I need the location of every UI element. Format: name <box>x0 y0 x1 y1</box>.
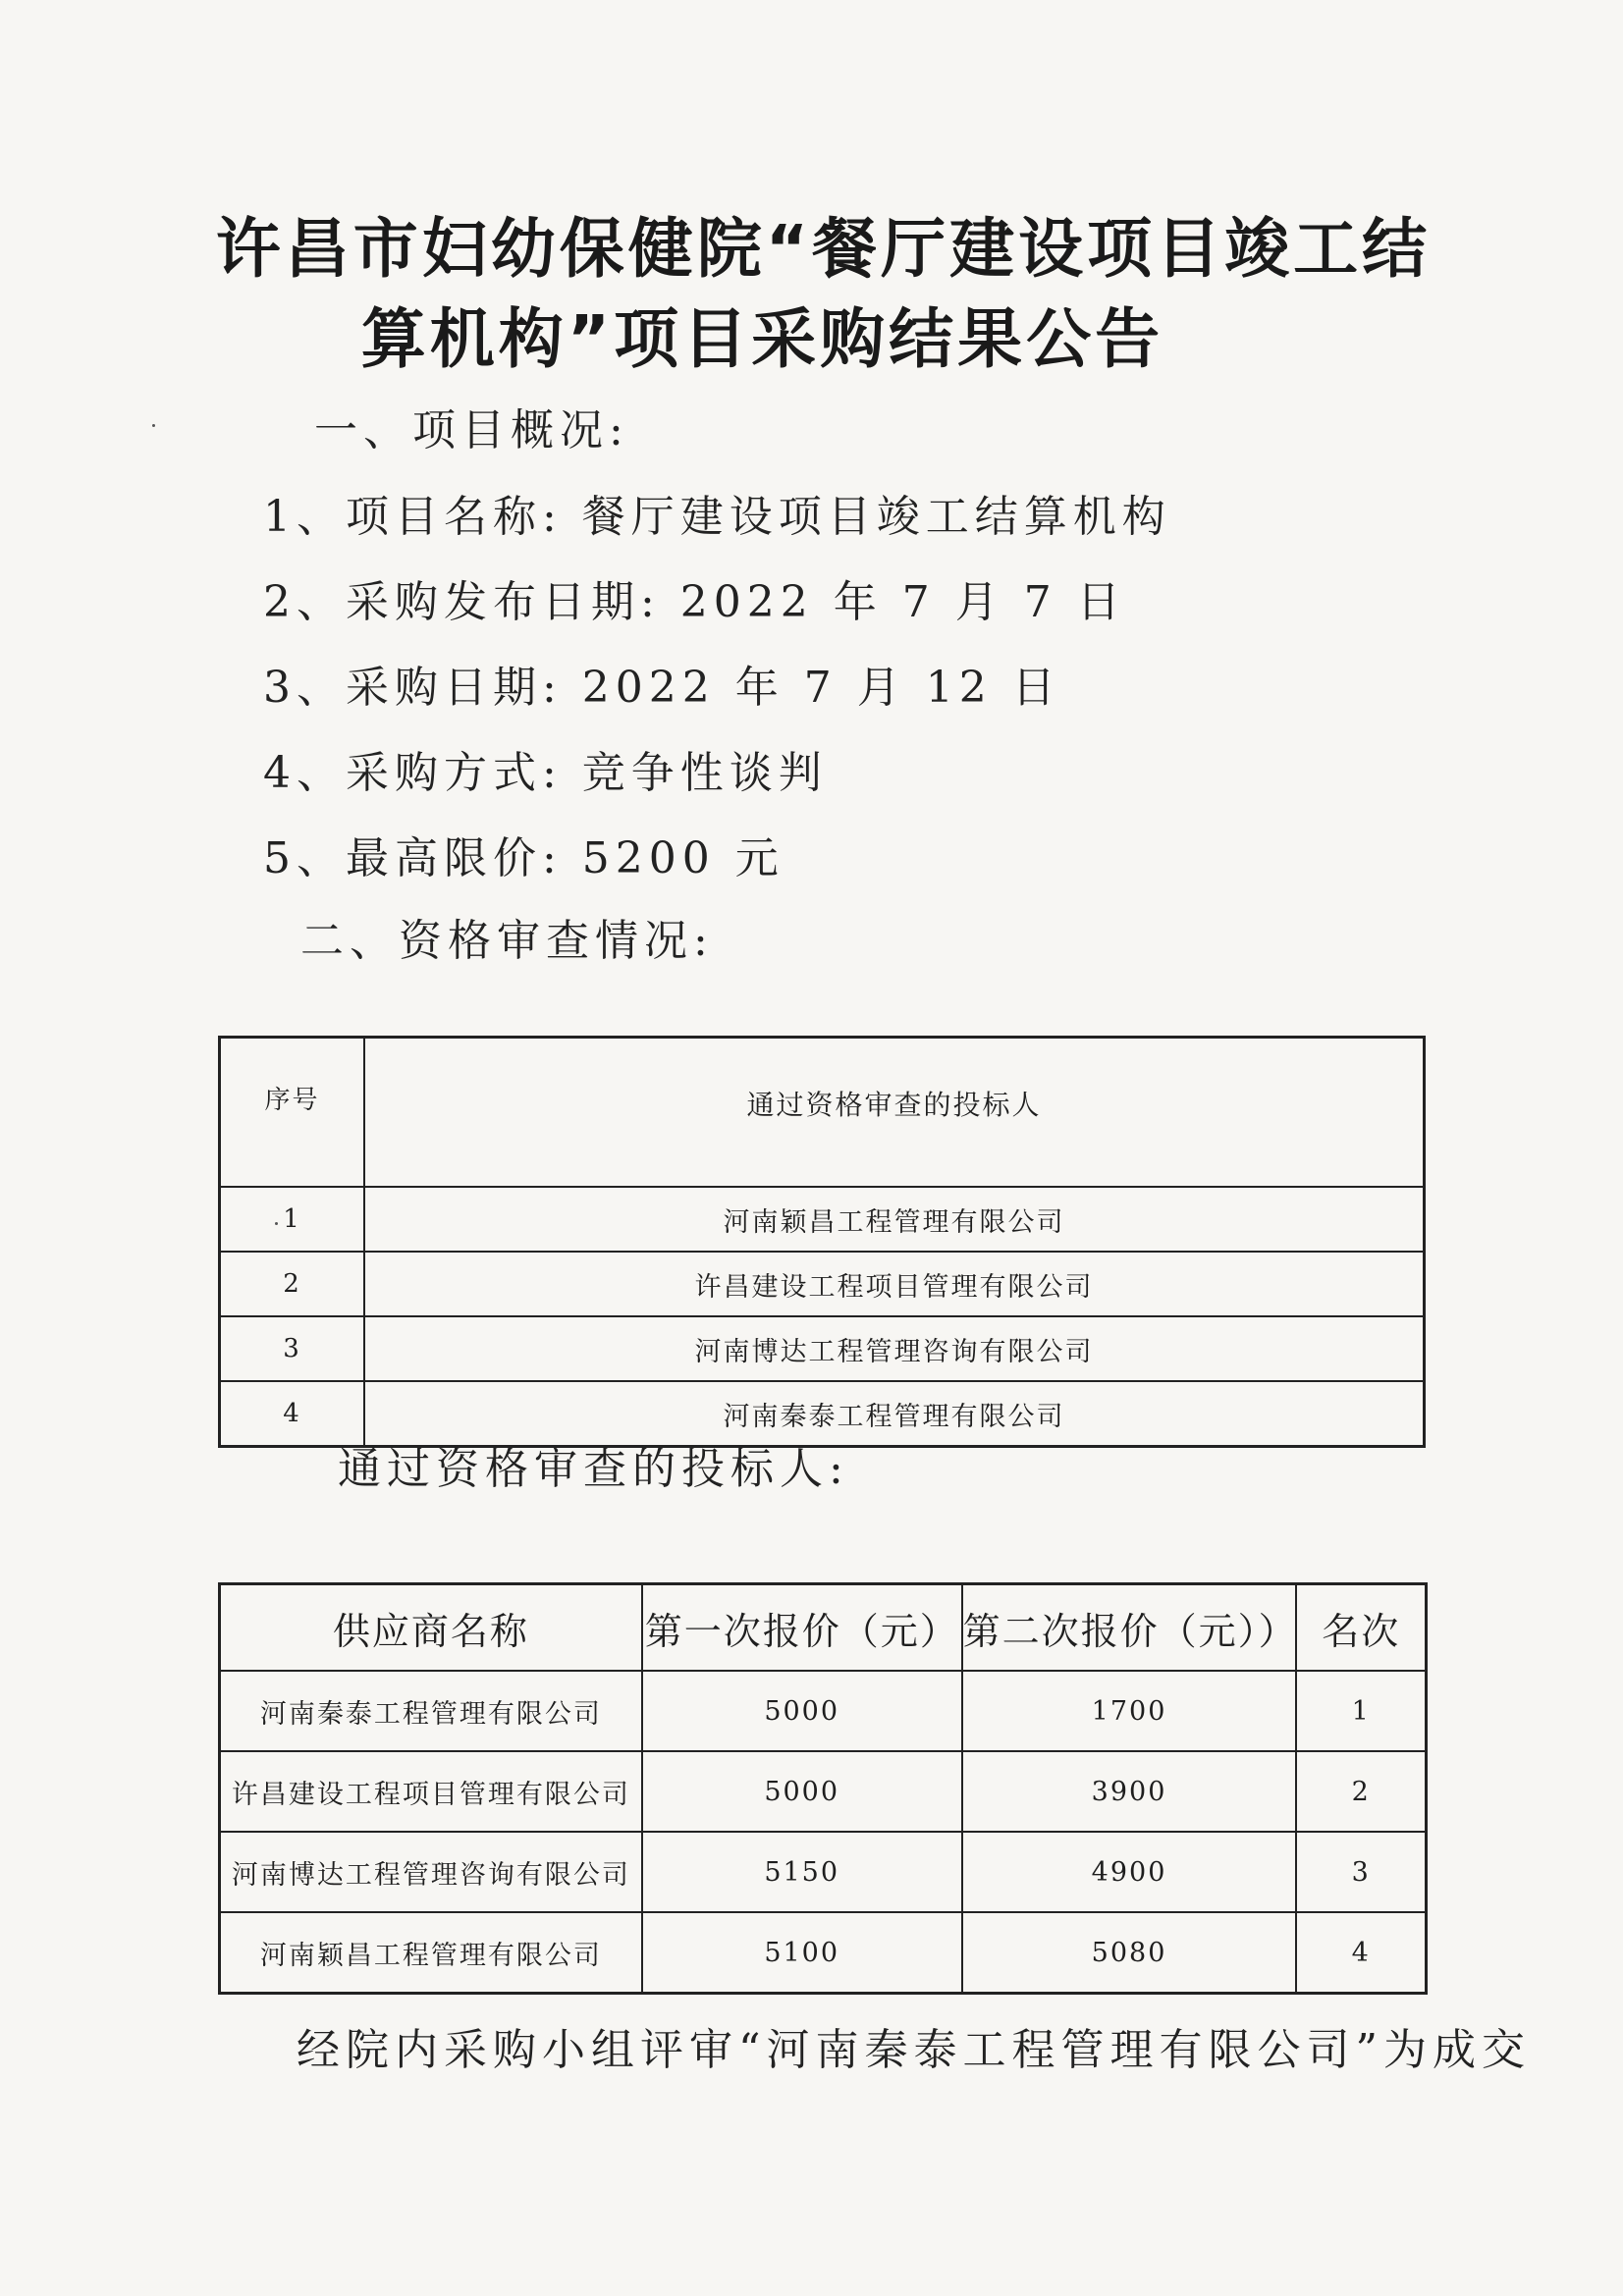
document-title-line-1: 许昌市妇幼保健院“餐厅建设项目竣工结 <box>215 211 1432 287</box>
quote-first-price: 5100 <box>642 1912 962 1994</box>
quote-rank: 3 <box>1296 1832 1426 1912</box>
qualification-index: 4 <box>220 1381 365 1447</box>
table-row <box>220 1912 1427 1994</box>
section-2-heading: 二、资格审查情况: <box>300 916 714 966</box>
quote-second-price: 3900 <box>962 1751 1297 1832</box>
table-row <box>220 1751 1427 1832</box>
scan-speck <box>275 1222 278 1225</box>
table-row <box>220 1671 1427 1751</box>
table-row <box>220 1252 1425 1316</box>
section-1-heading: 一、项目概况: <box>314 405 629 455</box>
procurement-date-line: 3、采购日期: 2022 年 7 月 12 日 <box>263 663 1061 713</box>
quote-table <box>218 1582 1428 1995</box>
qualification-header-index: 序号 <box>220 1038 365 1188</box>
quote-second-price: 4900 <box>962 1832 1297 1912</box>
quote-rank: 1 <box>1296 1671 1426 1751</box>
quote-header-rank: 名次 <box>1296 1584 1426 1672</box>
quote-first-price: 5000 <box>642 1671 962 1751</box>
table-row <box>220 1832 1427 1912</box>
publish-date-line: 2、采购发布日期: 2022 年 7 月 7 日 <box>263 577 1126 627</box>
qualification-bidder: 河南博达工程管理咨询有限公司 <box>364 1316 1425 1381</box>
qualification-header-row <box>220 1038 1425 1188</box>
quote-supplier: 许昌建设工程项目管理有限公司 <box>220 1751 642 1832</box>
quote-supplier: 河南博达工程管理咨询有限公司 <box>220 1832 642 1912</box>
qualification-index: 1 <box>220 1187 365 1252</box>
scan-speck <box>152 424 155 427</box>
passed-bidders-heading: 通过资格审查的投标人: <box>338 1444 849 1494</box>
quote-rank: 2 <box>1296 1751 1426 1832</box>
quote-supplier: 河南颖昌工程管理有限公司 <box>220 1912 642 1994</box>
quote-rank: 4 <box>1296 1912 1426 1994</box>
conclusion-text: 经院内采购小组评审“河南秦泰工程管理有限公司”为成交 <box>297 2025 1531 2075</box>
max-price-line: 5、最高限价: 5200 元 <box>263 833 784 883</box>
qualification-index: 3 <box>220 1316 365 1381</box>
quote-first-price: 5150 <box>642 1832 962 1912</box>
table-row <box>220 1316 1425 1381</box>
quote-header-second-price: 第二次报价（元）） <box>962 1584 1297 1672</box>
quote-first-price: 5000 <box>642 1751 962 1832</box>
quote-second-price: 1700 <box>962 1671 1297 1751</box>
qualification-table <box>218 1036 1426 1448</box>
quote-header-supplier: 供应商名称 <box>220 1584 642 1672</box>
qualification-bidder: 河南秦泰工程管理有限公司 <box>364 1381 1425 1447</box>
quote-header-first-price: 第一次报价（元） <box>642 1584 962 1672</box>
quote-header-row <box>220 1584 1427 1672</box>
project-name-line: 1、项目名称: 餐厅建设项目竣工结算机构 <box>263 492 1171 542</box>
quote-second-price: 5080 <box>962 1912 1297 1994</box>
qualification-index: 2 <box>220 1252 365 1316</box>
qualification-header-bidder: 通过资格审查的投标人 <box>364 1038 1425 1188</box>
table-row <box>220 1187 1425 1252</box>
qualification-bidder: 河南颖昌工程管理有限公司 <box>364 1187 1425 1252</box>
document-title-line-2: 算机构”项目采购结果公告 <box>360 301 1164 377</box>
quote-supplier: 河南秦泰工程管理有限公司 <box>220 1671 642 1751</box>
qualification-bidder: 许昌建设工程项目管理有限公司 <box>364 1252 1425 1316</box>
procurement-method-line: 4、采购方式: 竞争性谈判 <box>263 748 828 798</box>
